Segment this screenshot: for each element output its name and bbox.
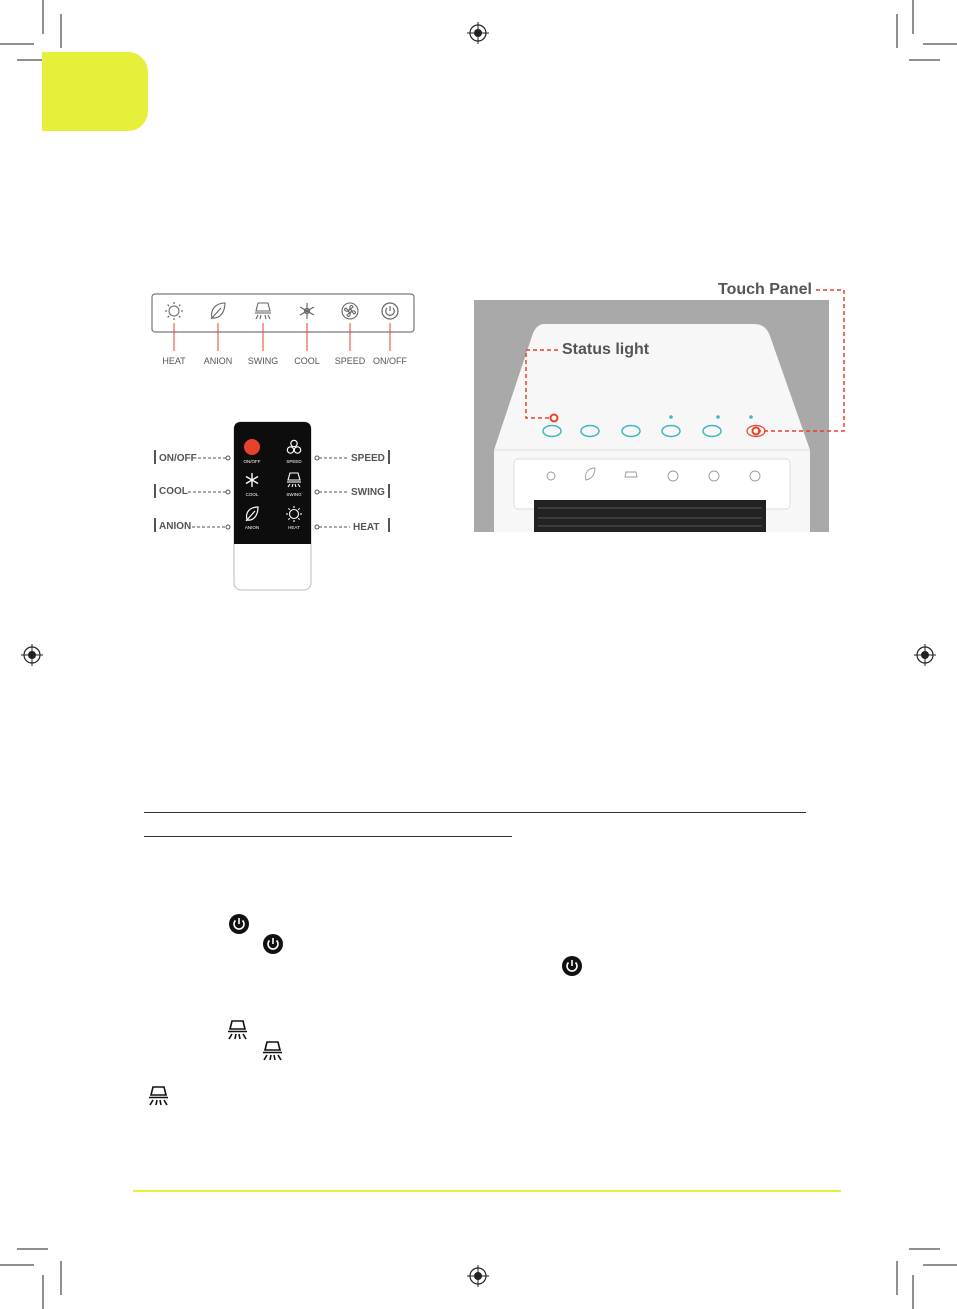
remote-btn-label-onoff: ON/OFF xyxy=(243,459,261,464)
panel-label-heat: HEAT xyxy=(162,356,186,366)
remote-callout-anion: ANION xyxy=(159,521,192,532)
remote-control-diagram xyxy=(150,420,400,595)
power-icon xyxy=(262,933,284,955)
remote-btn-label-swing: SWING xyxy=(286,492,302,497)
remote-callout-cool: COOL xyxy=(159,486,188,497)
power-button-icon xyxy=(244,439,260,455)
panel-label-anion: ANION xyxy=(203,356,233,366)
remote-btn-label-speed: SPEED xyxy=(286,459,302,464)
remote-btn-label-heat: HEAT xyxy=(288,525,300,530)
touch-panel-label: Touch Panel xyxy=(718,281,812,298)
remote-btn-label-anion: ANION xyxy=(244,525,260,530)
panel-label-cool: COOL xyxy=(294,356,320,366)
underline-rule-2 xyxy=(144,836,512,837)
panel-label-onoff: ON/OFF xyxy=(373,356,407,366)
remote-callout-swing: SWING xyxy=(351,487,385,498)
swing-icon xyxy=(261,1040,285,1062)
panel-label-speed: SPEED xyxy=(334,356,366,366)
underline-rule-1 xyxy=(144,812,806,813)
registration-mark-left xyxy=(21,644,43,666)
footer-rule xyxy=(133,1190,841,1192)
remote-callout-heat: HEAT xyxy=(353,522,380,533)
section-tab xyxy=(42,52,148,131)
remote-btn-label-cool: COOL xyxy=(245,492,259,497)
remote-callout-onoff: ON/OFF xyxy=(159,453,197,464)
control-panel-diagram xyxy=(146,288,421,372)
product-photo xyxy=(474,276,849,534)
swing-icon xyxy=(226,1019,250,1041)
registration-mark-top xyxy=(467,22,489,44)
registration-mark-bottom xyxy=(467,1265,489,1287)
registration-mark-right xyxy=(914,644,936,666)
status-light-label: Status light xyxy=(562,341,650,358)
power-icon xyxy=(561,955,583,977)
panel-label-swing: SWING xyxy=(247,356,279,366)
power-icon xyxy=(228,913,250,935)
swing-icon xyxy=(147,1085,171,1107)
remote-callout-speed: SPEED xyxy=(351,453,385,464)
